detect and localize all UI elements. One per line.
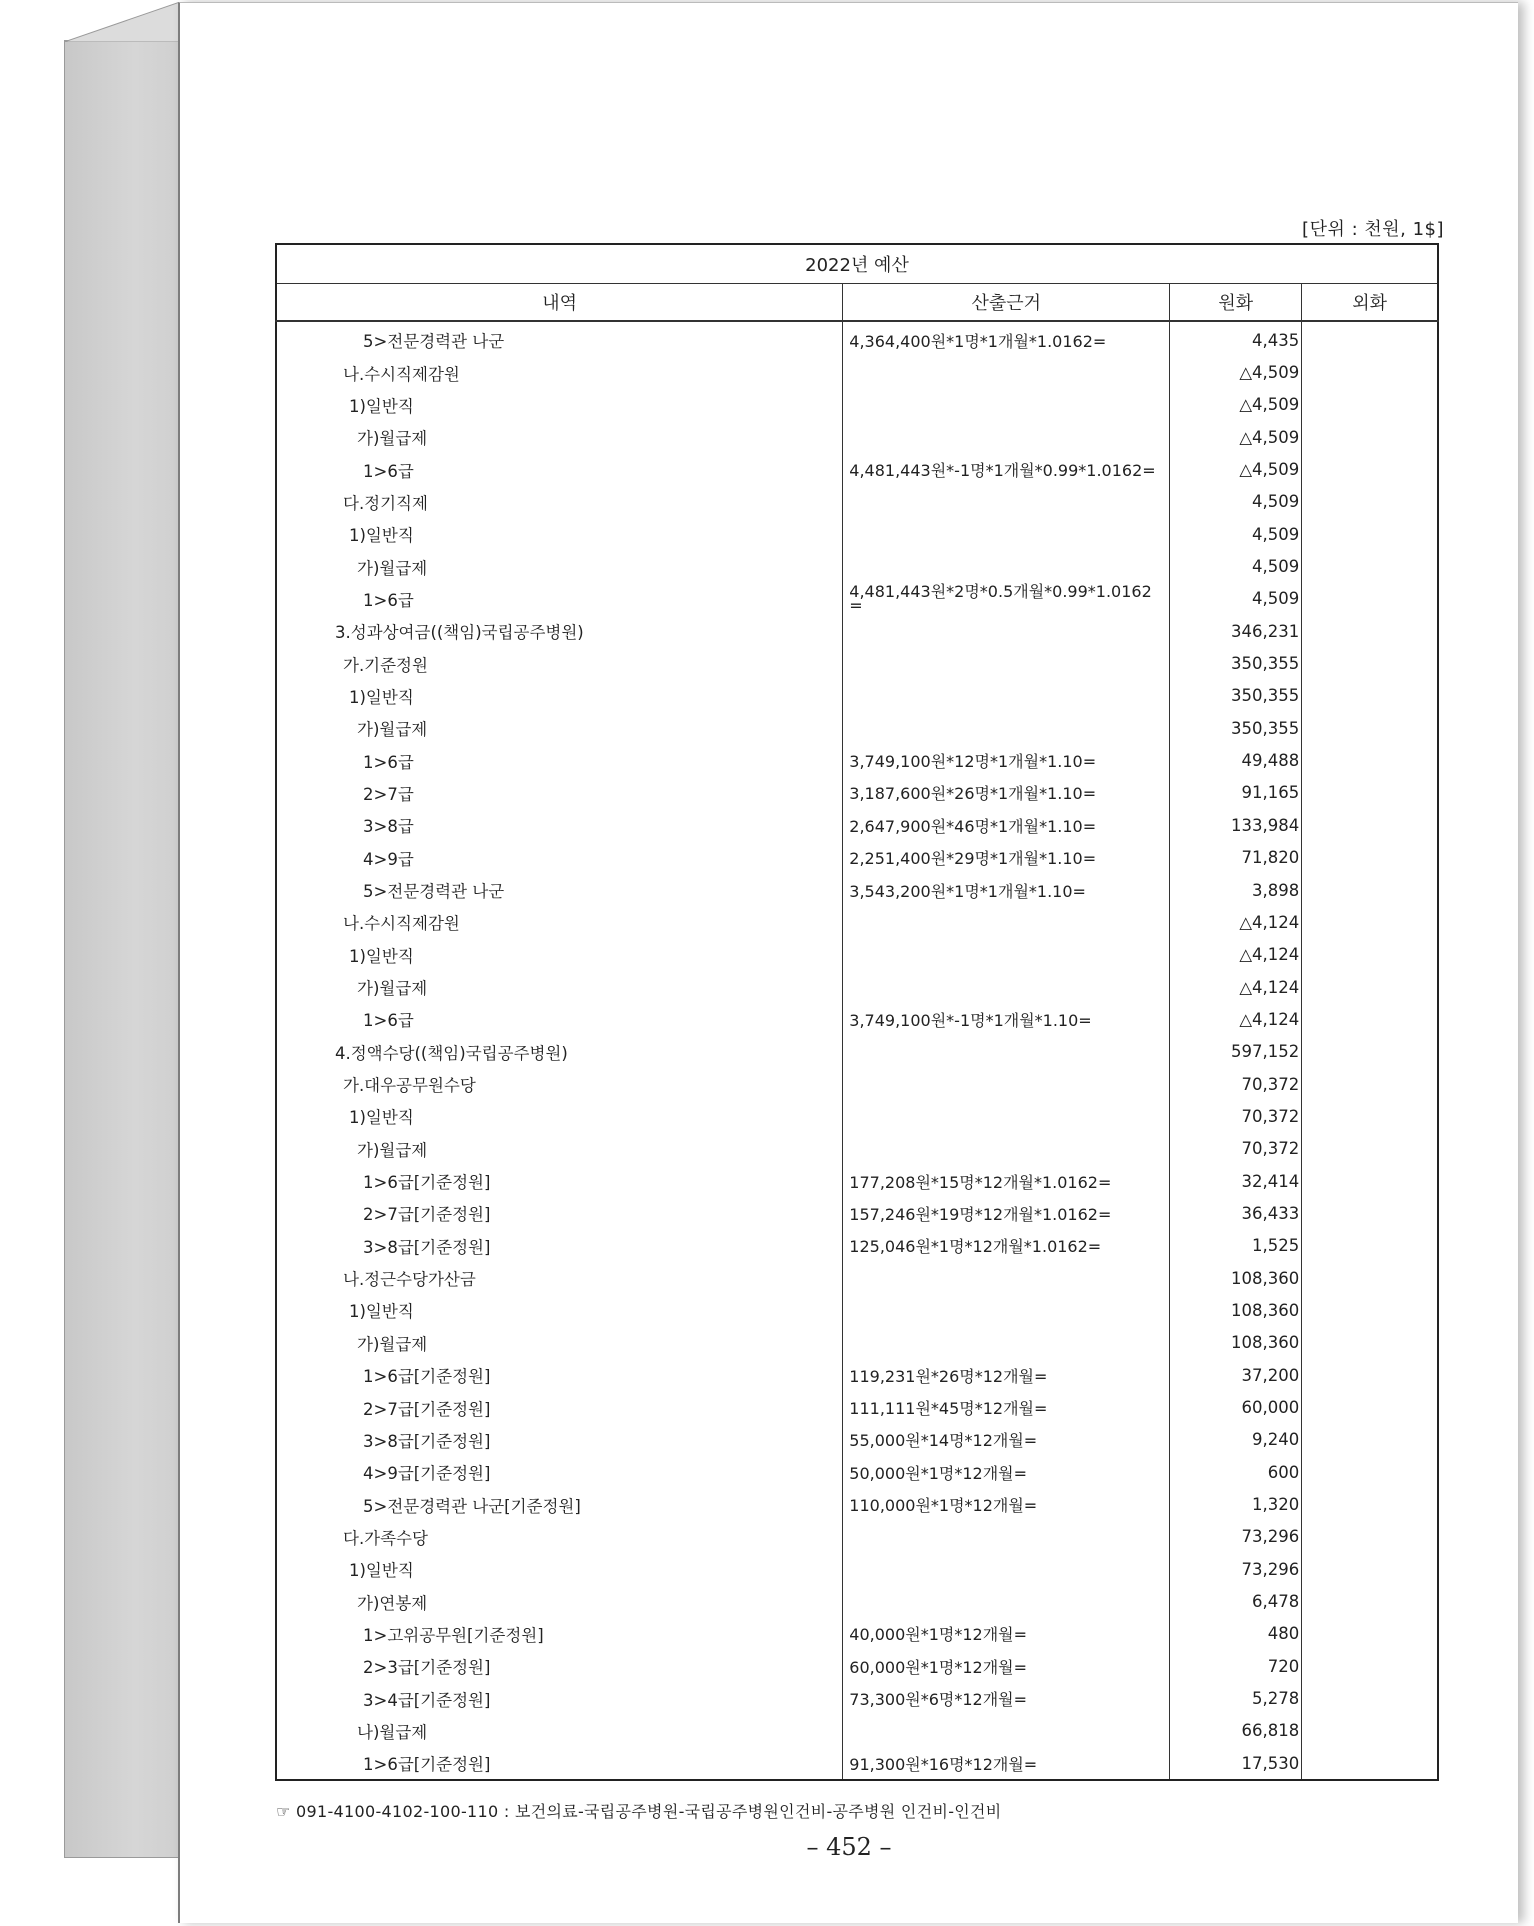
row-item: 1)일반직	[276, 939, 843, 971]
row-krw-amount: 4,509	[1170, 486, 1302, 518]
table-row	[276, 1521, 1438, 1553]
row-item: 3.성과상여금((책임)국립공주병원)	[276, 615, 843, 647]
page-number: – 452 –	[806, 1833, 892, 1861]
book-spine-edge	[64, 40, 182, 1858]
row-item: 2>7급[기준정원]	[276, 1197, 843, 1229]
row-basis: 4,481,443원*2명*0.5개월*0.99*1.0162 =	[843, 583, 1170, 615]
table-row	[276, 615, 1438, 647]
table-row	[276, 1456, 1438, 1488]
row-foreign-amount	[1302, 874, 1438, 906]
table-row	[276, 1747, 1438, 1780]
header-foreign: 외화	[1302, 284, 1438, 322]
table-row	[276, 321, 1438, 356]
row-krw-amount: △4,509	[1170, 421, 1302, 453]
table-row	[276, 712, 1438, 744]
row-basis: 73,300원*6명*12개월=	[843, 1682, 1170, 1714]
row-foreign-amount	[1302, 1585, 1438, 1617]
row-item: 4.정액수당((책임)국립공주병원)	[276, 1036, 843, 1068]
row-item: 1>6급	[276, 453, 843, 485]
row-item: 다.정기직제	[276, 486, 843, 518]
row-krw-amount: 350,355	[1170, 647, 1302, 679]
row-basis	[843, 1100, 1170, 1132]
row-basis	[843, 421, 1170, 453]
row-item: 2>7급[기준정원]	[276, 1391, 843, 1423]
row-item: 1>6급[기준정원]	[276, 1747, 843, 1780]
row-krw-amount: △4,124	[1170, 971, 1302, 1003]
table-row	[276, 486, 1438, 518]
table-row	[276, 1618, 1438, 1650]
table-row	[276, 1003, 1438, 1035]
row-basis	[843, 1585, 1170, 1617]
row-krw-amount: 1,320	[1170, 1488, 1302, 1520]
table-row	[276, 453, 1438, 485]
budget-table	[275, 243, 1439, 1781]
row-basis: 3,749,100원*12명*1개월*1.10=	[843, 744, 1170, 776]
row-basis	[843, 615, 1170, 647]
header-krw: 원화	[1170, 284, 1302, 322]
row-item: 가)월급제	[276, 712, 843, 744]
table-row	[276, 1036, 1438, 1068]
table-row	[276, 1359, 1438, 1391]
row-krw-amount: 70,372	[1170, 1068, 1302, 1100]
row-basis	[843, 1262, 1170, 1294]
row-krw-amount: 49,488	[1170, 744, 1302, 776]
book-top-bevel	[64, 2, 180, 42]
row-foreign-amount	[1302, 421, 1438, 453]
row-foreign-amount	[1302, 550, 1438, 582]
row-item: 4>9급[기준정원]	[276, 1456, 843, 1488]
document-page	[178, 2, 1518, 1923]
table-row	[276, 583, 1438, 615]
row-item: 가)연봉제	[276, 1585, 843, 1617]
row-foreign-amount	[1302, 1715, 1438, 1747]
table-row	[276, 356, 1438, 388]
table-row	[276, 874, 1438, 906]
row-krw-amount: 350,355	[1170, 712, 1302, 744]
row-item: 3>8급	[276, 809, 843, 841]
table-row	[276, 1715, 1438, 1747]
row-basis	[843, 1327, 1170, 1359]
row-item: 1)일반직	[276, 518, 843, 550]
row-krw-amount: 108,360	[1170, 1294, 1302, 1326]
table-row	[276, 939, 1438, 971]
row-item: 5>전문경력관 나군[기준정원]	[276, 1488, 843, 1520]
row-basis: 177,208원*15명*12개월*1.0162=	[843, 1165, 1170, 1197]
row-krw-amount: △4,509	[1170, 453, 1302, 485]
row-basis	[843, 1553, 1170, 1585]
table-row	[276, 842, 1438, 874]
row-krw-amount: 70,372	[1170, 1100, 1302, 1132]
row-item: 1>6급	[276, 744, 843, 776]
row-item: 1)일반직	[276, 389, 843, 421]
table-row	[276, 1100, 1438, 1132]
row-basis: 119,231원*26명*12개월=	[843, 1359, 1170, 1391]
row-item: 나)월급제	[276, 1715, 843, 1747]
row-item: 나.수시직제감원	[276, 356, 843, 388]
row-foreign-amount	[1302, 1197, 1438, 1229]
row-krw-amount: 108,360	[1170, 1262, 1302, 1294]
row-krw-amount: 133,984	[1170, 809, 1302, 841]
row-basis	[843, 1133, 1170, 1165]
row-krw-amount: 66,818	[1170, 1715, 1302, 1747]
row-krw-amount: △4,124	[1170, 939, 1302, 971]
row-foreign-amount	[1302, 1424, 1438, 1456]
row-foreign-amount	[1302, 906, 1438, 938]
row-krw-amount: 4,435	[1170, 321, 1302, 356]
table-row	[276, 389, 1438, 421]
row-krw-amount: 73,296	[1170, 1553, 1302, 1585]
table-row	[276, 1165, 1438, 1197]
row-foreign-amount	[1302, 842, 1438, 874]
row-foreign-amount	[1302, 1359, 1438, 1391]
table-title: 2022년 예산	[276, 244, 1438, 284]
row-foreign-amount	[1302, 1747, 1438, 1780]
table-row	[276, 1424, 1438, 1456]
row-foreign-amount	[1302, 1133, 1438, 1165]
row-foreign-amount	[1302, 1391, 1438, 1423]
row-krw-amount: 91,165	[1170, 777, 1302, 809]
row-item: 1>6급[기준정원]	[276, 1165, 843, 1197]
row-foreign-amount	[1302, 1100, 1438, 1132]
table-row	[276, 647, 1438, 679]
row-foreign-amount	[1302, 518, 1438, 550]
row-basis	[843, 939, 1170, 971]
row-krw-amount: 108,360	[1170, 1327, 1302, 1359]
row-foreign-amount	[1302, 615, 1438, 647]
table-row	[276, 744, 1438, 776]
row-foreign-amount	[1302, 1682, 1438, 1714]
row-krw-amount: 350,355	[1170, 680, 1302, 712]
row-item: 4>9급	[276, 842, 843, 874]
row-item: 가)월급제	[276, 1133, 843, 1165]
row-item: 1>고위공무원[기준정원]	[276, 1618, 843, 1650]
row-basis: 2,251,400원*29명*1개월*1.10=	[843, 842, 1170, 874]
row-item: 가.기준정원	[276, 647, 843, 679]
table-row	[276, 1553, 1438, 1585]
row-krw-amount: 71,820	[1170, 842, 1302, 874]
unit-label: [단위 : 천원, 1$]	[1302, 219, 1444, 240]
row-item: 3>8급[기준정원]	[276, 1230, 843, 1262]
row-foreign-amount	[1302, 809, 1438, 841]
row-foreign-amount	[1302, 1488, 1438, 1520]
row-foreign-amount	[1302, 680, 1438, 712]
header-item: 내역	[276, 284, 843, 322]
table-row	[276, 1682, 1438, 1714]
row-foreign-amount	[1302, 356, 1438, 388]
row-basis	[843, 356, 1170, 388]
row-item: 가)월급제	[276, 550, 843, 582]
row-krw-amount: 4,509	[1170, 583, 1302, 615]
row-foreign-amount	[1302, 939, 1438, 971]
row-basis: 2,647,900원*46명*1개월*1.10=	[843, 809, 1170, 841]
row-basis: 3,187,600원*26명*1개월*1.10=	[843, 777, 1170, 809]
row-item: 3>4급[기준정원]	[276, 1682, 843, 1714]
table-row	[276, 550, 1438, 582]
row-krw-amount: 720	[1170, 1650, 1302, 1682]
row-foreign-amount	[1302, 1553, 1438, 1585]
row-foreign-amount	[1302, 647, 1438, 679]
row-foreign-amount	[1302, 1165, 1438, 1197]
row-basis	[843, 1036, 1170, 1068]
row-basis	[843, 486, 1170, 518]
row-foreign-amount	[1302, 1262, 1438, 1294]
table-row	[276, 1262, 1438, 1294]
row-krw-amount: 36,433	[1170, 1197, 1302, 1229]
row-item: 가.대우공무원수당	[276, 1068, 843, 1100]
row-krw-amount: 60,000	[1170, 1391, 1302, 1423]
row-item: 1>6급	[276, 583, 843, 615]
row-basis	[843, 1715, 1170, 1747]
row-basis: 4,481,443원*-1명*1개월*0.99*1.0162=	[843, 453, 1170, 485]
row-basis: 60,000원*1명*12개월=	[843, 1650, 1170, 1682]
row-foreign-amount	[1302, 1036, 1438, 1068]
row-item: 1>6급	[276, 1003, 843, 1035]
table-body	[276, 321, 1438, 1780]
row-item: 다.가족수당	[276, 1521, 843, 1553]
row-basis: 55,000원*14명*12개월=	[843, 1424, 1170, 1456]
row-krw-amount: 597,152	[1170, 1036, 1302, 1068]
table-row	[276, 1488, 1438, 1520]
header-basis: 산출근거	[843, 284, 1170, 322]
table-row	[276, 906, 1438, 938]
row-basis: 4,364,400원*1명*1개월*1.0162=	[843, 321, 1170, 356]
row-basis	[843, 712, 1170, 744]
table-row	[276, 1391, 1438, 1423]
row-foreign-amount	[1302, 1230, 1438, 1262]
row-foreign-amount	[1302, 971, 1438, 1003]
row-basis	[843, 647, 1170, 679]
row-item: 1)일반직	[276, 1294, 843, 1326]
row-item: 2>7급	[276, 777, 843, 809]
table-row	[276, 1230, 1438, 1262]
row-basis	[843, 971, 1170, 1003]
row-foreign-amount	[1302, 1003, 1438, 1035]
table-row	[276, 1197, 1438, 1229]
footnote: ☞ 091-4100-4102-100-110 : 보건의료-국립공주병원-국립공주병원인건비-공주병원 인건비-인건비	[276, 1802, 1002, 1821]
table-row	[276, 1650, 1438, 1682]
row-krw-amount: 9,240	[1170, 1424, 1302, 1456]
table-row	[276, 1133, 1438, 1165]
table-row	[276, 971, 1438, 1003]
row-krw-amount: △4,124	[1170, 1003, 1302, 1035]
row-basis: 91,300원*16명*12개월=	[843, 1747, 1170, 1780]
row-foreign-amount	[1302, 321, 1438, 356]
row-basis: 3,749,100원*-1명*1개월*1.10=	[843, 1003, 1170, 1035]
row-krw-amount: 37,200	[1170, 1359, 1302, 1391]
row-foreign-amount	[1302, 583, 1438, 615]
row-item: 가)월급제	[276, 421, 843, 453]
row-foreign-amount	[1302, 1618, 1438, 1650]
row-krw-amount: 6,478	[1170, 1585, 1302, 1617]
table-row	[276, 1327, 1438, 1359]
table-row	[276, 1585, 1438, 1617]
row-krw-amount: 5,278	[1170, 1682, 1302, 1714]
row-basis: 110,000원*1명*12개월=	[843, 1488, 1170, 1520]
row-foreign-amount	[1302, 1068, 1438, 1100]
table-row	[276, 518, 1438, 550]
row-foreign-amount	[1302, 1521, 1438, 1553]
row-foreign-amount	[1302, 777, 1438, 809]
row-foreign-amount	[1302, 1650, 1438, 1682]
row-item: 5>전문경력관 나군	[276, 874, 843, 906]
row-basis	[843, 1294, 1170, 1326]
row-foreign-amount	[1302, 744, 1438, 776]
row-basis: 40,000원*1명*12개월=	[843, 1618, 1170, 1650]
row-item: 나.수시직제감원	[276, 906, 843, 938]
row-krw-amount: 70,372	[1170, 1133, 1302, 1165]
row-krw-amount: 73,296	[1170, 1521, 1302, 1553]
row-basis	[843, 1068, 1170, 1100]
row-item: 1)일반직	[276, 680, 843, 712]
table-row	[276, 421, 1438, 453]
row-basis	[843, 550, 1170, 582]
table-row	[276, 1294, 1438, 1326]
row-item: 2>3급[기준정원]	[276, 1650, 843, 1682]
table-row	[276, 1068, 1438, 1100]
row-foreign-amount	[1302, 453, 1438, 485]
table-row	[276, 680, 1438, 712]
table-row	[276, 777, 1438, 809]
row-basis	[843, 389, 1170, 421]
row-basis: 3,543,200원*1명*1개월*1.10=	[843, 874, 1170, 906]
table-row	[276, 809, 1438, 841]
row-krw-amount: 4,509	[1170, 550, 1302, 582]
row-basis: 157,246원*19명*12개월*1.0162=	[843, 1197, 1170, 1229]
row-item: 나.정근수당가산금	[276, 1262, 843, 1294]
row-item: 1)일반직	[276, 1553, 843, 1585]
row-krw-amount: 17,530	[1170, 1747, 1302, 1780]
row-krw-amount: 1,525	[1170, 1230, 1302, 1262]
row-item: 1)일반직	[276, 1100, 843, 1132]
row-foreign-amount	[1302, 1294, 1438, 1326]
row-item: 1>6급[기준정원]	[276, 1359, 843, 1391]
row-basis	[843, 680, 1170, 712]
row-item: 5>전문경력관 나군	[276, 321, 843, 356]
row-krw-amount: △4,509	[1170, 356, 1302, 388]
row-krw-amount: 32,414	[1170, 1165, 1302, 1197]
row-item: 3>8급[기준정원]	[276, 1424, 843, 1456]
row-krw-amount: 4,509	[1170, 518, 1302, 550]
row-foreign-amount	[1302, 712, 1438, 744]
row-basis: 111,111원*45명*12개월=	[843, 1391, 1170, 1423]
row-basis	[843, 906, 1170, 938]
row-basis: 125,046원*1명*12개월*1.0162=	[843, 1230, 1170, 1262]
row-foreign-amount	[1302, 1456, 1438, 1488]
row-krw-amount: 480	[1170, 1618, 1302, 1650]
row-foreign-amount	[1302, 1327, 1438, 1359]
row-basis	[843, 518, 1170, 550]
row-item: 가)월급제	[276, 1327, 843, 1359]
row-foreign-amount	[1302, 389, 1438, 421]
row-basis: 50,000원*1명*12개월=	[843, 1456, 1170, 1488]
row-basis	[843, 1521, 1170, 1553]
row-krw-amount: 346,231	[1170, 615, 1302, 647]
row-krw-amount: △4,124	[1170, 906, 1302, 938]
row-krw-amount: 3,898	[1170, 874, 1302, 906]
row-krw-amount: △4,509	[1170, 389, 1302, 421]
row-item: 가)월급제	[276, 971, 843, 1003]
row-foreign-amount	[1302, 486, 1438, 518]
row-krw-amount: 600	[1170, 1456, 1302, 1488]
